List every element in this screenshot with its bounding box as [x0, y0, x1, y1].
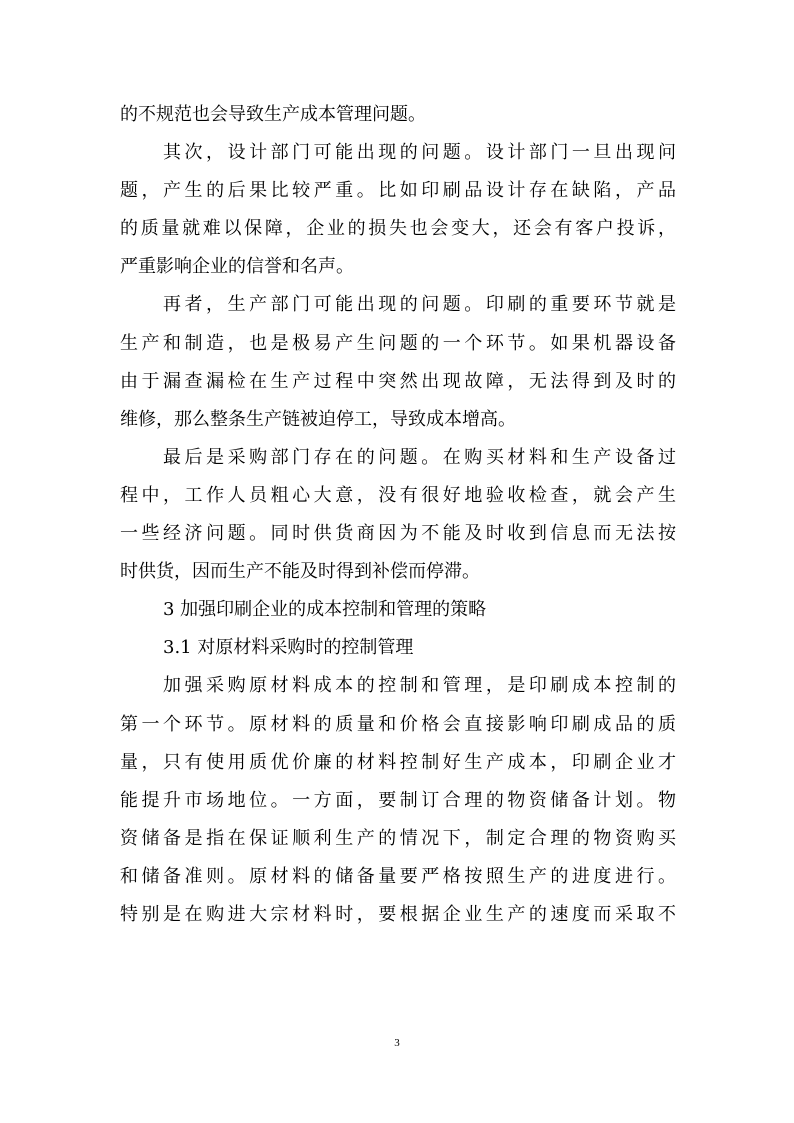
paragraph-line: 维修，那么整条生产链被迫停工，导致成本增高。	[120, 408, 516, 430]
paragraph-line: 和储备准则。原材料的储备量要严格按照生产的进度进行。	[120, 865, 676, 887]
paragraph-line: 一些经济问题。同时供货商因为不能及时收到信息而无法按	[120, 523, 676, 545]
paragraph-line: 第一个环节。原材料的质量和价格会直接影响印刷成品的质	[120, 713, 676, 735]
paragraph-line: 题，产生的后果比较严重。比如印刷品设计存在缺陷，产品	[120, 180, 676, 202]
page-number: 3	[394, 1037, 400, 1049]
paragraph-line: 程中，工作人员粗心大意，没有很好地验收检查，就会产生	[120, 484, 676, 506]
section-heading: 3 加强印刷企业的成本控制和管理的策略	[163, 599, 487, 621]
paragraph-line: 其次，设计部门可能出现的问题。设计部门一旦出现问	[163, 142, 676, 164]
paragraph-line: 能提升市场地位。一方面，要制订合理的物资储备计划。物	[120, 789, 676, 811]
paragraph-line: 资储备是指在保证顺利生产的情况下，制定合理的物资购买	[120, 827, 676, 849]
paragraph-line: 特别是在购进大宗材料时，要根据企业生产的速度而采取不	[120, 903, 676, 925]
paragraph-line: 量，只有使用质优价廉的材料控制好生产成本，印刷企业才	[120, 751, 676, 773]
subsection-heading: 3.1 对原材料采购时的控制管理	[163, 637, 414, 659]
body-text	[120, 96, 676, 934]
paragraph-line: 时供货，因而生产不能及时得到补偿而停滞。	[120, 561, 480, 583]
paragraph-line: 严重影响企业的信誉和名声。	[120, 256, 354, 278]
paragraph-line: 加强采购原材料成本的控制和管理，是印刷成本控制的	[163, 675, 676, 697]
paragraph-line: 最后是采购部门存在的问题。在购买材料和生产设备过	[163, 446, 676, 468]
paragraph-line: 生产和制造，也是极易产生问题的一个环节。如果机器设备	[120, 332, 676, 354]
paragraph-line: 由于漏查漏检在生产过程中突然出现故障，无法得到及时的	[120, 370, 676, 392]
paragraph-line: 再者，生产部门可能出现的问题。印刷的重要环节就是	[163, 294, 676, 316]
paragraph-line: 的不规范也会导致生产成本管理问题。	[120, 104, 426, 125]
paragraph-line: 的质量就难以保障，企业的损失也会变大，还会有客户投诉，	[120, 218, 676, 240]
